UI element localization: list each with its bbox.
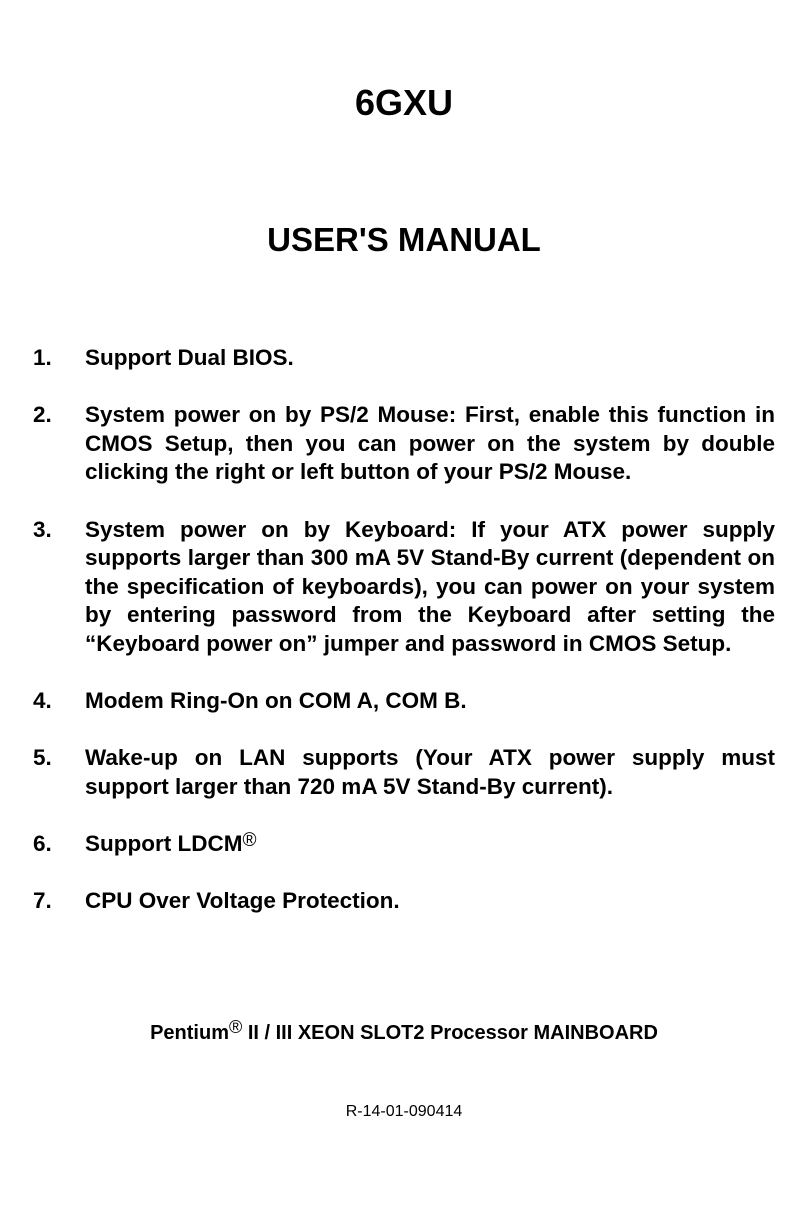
model-title: 6GXU — [354, 82, 454, 123]
feature-number: 1. — [33, 345, 52, 370]
feature-text: Wake-up on LAN supports (Your ATX power supply must support larger than 720 mA 5V Stand-By current). — [85, 745, 775, 799]
feature-number: 2. — [33, 402, 52, 428]
feature-number: 4. — [33, 688, 52, 714]
feature-number: 6. — [33, 831, 52, 857]
feature-item — [33, 516, 775, 659]
feature-item — [33, 830, 775, 859]
product-line — [0, 1018, 808, 1048]
feature-item — [33, 687, 775, 716]
feature-item — [33, 401, 775, 487]
feature-number: 5. — [33, 745, 52, 771]
feature-text: System power on by PS/2 Mouse: First, enable this function in CMOS Setup, then you can power on the system by double clicking the right or left button of your PS/2 Mouse. — [85, 402, 775, 485]
registered-mark: ® — [229, 1017, 243, 1037]
feature-item — [33, 344, 775, 373]
feature-text: Support Dual BIOS. — [85, 345, 294, 370]
feature-list — [33, 344, 775, 944]
product-brand: Pentium — [150, 1022, 229, 1044]
revision-code: R-14-01-090414 — [345, 1103, 463, 1120]
product-description: II / III XEON SLOT2 Processor MAINBOARD — [242, 1022, 658, 1044]
feature-number: 7. — [33, 888, 52, 914]
feature-item — [33, 887, 775, 916]
feature-text: System power on by Keyboard: If your ATX power supply supports larger than 300 mA 5V Stand-By current (dependent on the specification of keyboards), you can power on your system by entering password from the Keyboard after setting the “Keyboard power on” jumper and password in CMOS Setup. — [85, 516, 775, 656]
feature-text: Modem Ring-On on COM A, COM B. — [85, 688, 467, 714]
feature-text: CPU Over Voltage Protection. — [85, 888, 400, 914]
registered-mark: ® — [242, 830, 257, 852]
feature-text: Support LDCM — [85, 831, 243, 857]
manual-title: USER'S MANUAL — [267, 221, 541, 258]
feature-item — [33, 744, 775, 801]
feature-number: 3. — [33, 516, 52, 542]
